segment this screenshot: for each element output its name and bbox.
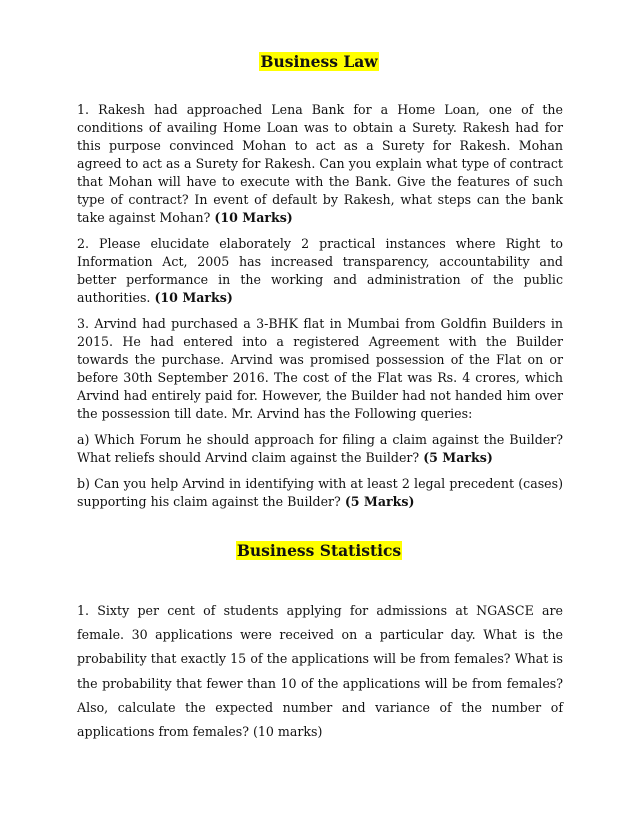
- law-question-3b: [77, 475, 563, 511]
- law-question-2-marks: (10 Marks): [154, 290, 233, 305]
- law-question-3a: [77, 431, 563, 467]
- business-statistics-title: Business Statistics: [236, 541, 402, 560]
- law-question-3: [77, 315, 563, 423]
- law-question-2: [77, 235, 563, 307]
- business-law-questions: [77, 101, 563, 519]
- business-law-heading: [0, 52, 638, 72]
- business-law-title: Business Law: [260, 52, 378, 71]
- law-question-3b-marks: (5 Marks): [344, 494, 415, 509]
- law-question-3a-marks: (5 Marks): [423, 450, 493, 465]
- law-question-3b-text: b) Can you help Arvind in identifying with at least 2 legal precedent (cases) supporting his claim against the Builder?: [77, 476, 563, 509]
- stats-question-1-text: 1. Sixty per cent of students applying for admissions at NGASCE are female. 30 applications were received on a particular day. What is the probability that exactly 15 of the applications will be from females? What is the probability that fewer than 10 of the applications will be from females? Also, calculate the expected number and variance of the number of applications from females? (10 marks): [77, 603, 563, 740]
- law-question-2-text: 2. Please elucidate elaborately 2 practical instances where Right to Information Act, 2005 has increased transparency, accountability and better performance in the working and administration of the public authorities.: [77, 236, 563, 305]
- law-question-3-text: 3. Arvind had purchased a 3-BHK flat in Mumbai from Goldfin Builders in 2015. He had entered into a registered Agreement with the Builder towards the purchase. Arvind was promised possession of the Flat on or before 30th September 2016. The cost of the Flat was Rs. 4 crores, which Arvind had entirely paid for. However, the Builder had not handed him over the possession till date. Mr. Arvind has the Following queries:: [77, 316, 563, 421]
- law-question-1-marks: (10 Marks): [214, 210, 293, 225]
- business-statistics-questions: [77, 599, 563, 752]
- business-statistics-heading: [0, 541, 638, 561]
- law-question-1-text: 1. Rakesh had approached Lena Bank for a Home Loan, one of the conditions of availing Home Loan was to obtain a Surety. Rakesh had for this purpose convinced Mohan to act as a Surety for Rakesh. Mohan agreed to act as a Surety for Rakesh. Can you explain what type of contract that Mohan will have to execute with the Bank. Give the features of such type of contract? In event of default by Rakesh, what steps can the bank take against Mohan?: [77, 102, 563, 225]
- law-question-1: [77, 101, 563, 227]
- stats-question-1: [77, 599, 563, 744]
- law-question-3a-text: a) Which Forum he should approach for filing a claim against the Builder? What reliefs should Arvind claim against the Builder?: [77, 432, 563, 465]
